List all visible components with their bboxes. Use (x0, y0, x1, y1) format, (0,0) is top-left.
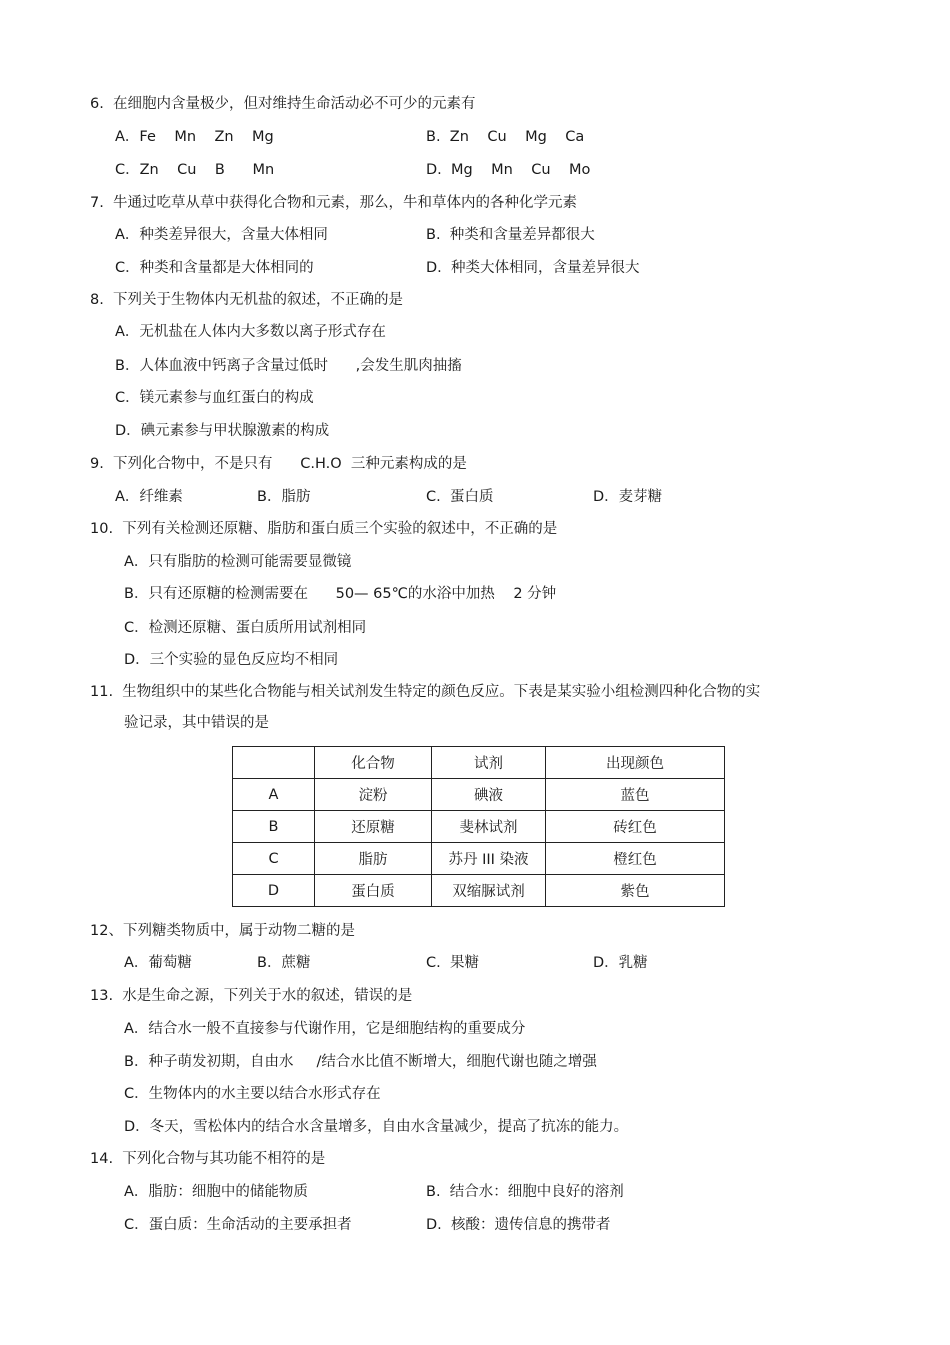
q8-stem: 8. 下列关于生物体内无机盐的叙述，不正确的是 (90, 292, 404, 308)
q7-option-c: C．种类和含量都是大体相同的 (115, 260, 314, 276)
table-cell: 还原糖 (315, 811, 432, 843)
q13-option-c: C．生物体内的水主要以结合水形式存在 (124, 1086, 381, 1102)
q8-option-a: A．无机盐在人体内大多数以离子形式存在 (115, 324, 386, 340)
q9-option-c: C. 蛋白质 (426, 489, 494, 505)
q13-option-d: D．冬天，雪松体内的结合水含量增多，自由水含量减少，提高了抗冻的能力。 (124, 1119, 629, 1135)
q12-option-a: A．葡萄糖 (124, 955, 192, 971)
q9-option-b: B．脂肪 (257, 489, 311, 505)
q6-option-d: D. Mg Mn Cu Mo (426, 162, 591, 178)
table-row (233, 843, 725, 875)
table-cell: A (233, 779, 315, 811)
table-cell: 蛋白质 (315, 875, 432, 907)
q6-option-a: A．Fe Mn Zn Mg (115, 129, 274, 145)
table-cell: 淀粉 (315, 779, 432, 811)
q14-option-c: C．蛋白质：生命活动的主要承担者 (124, 1217, 352, 1233)
table-cell: 斐林试剂 (432, 811, 546, 843)
q14-option-d: D. 核酸：遗传信息的携带者 (426, 1217, 611, 1233)
q14-option-b: B. 结合水：细胞中良好的溶剂 (426, 1184, 624, 1200)
table-header-cell: 化合物 (315, 747, 432, 779)
table-cell: B (233, 811, 315, 843)
q10-option-b: B．只有还原糖的检测需要在 50— 65℃的水浴中加热 2 分钟 (124, 586, 557, 602)
q7-option-d: D. 种类大体相同，含量差异很大 (426, 260, 640, 276)
q11-stem-continued: 验记录，其中错误的是 (124, 715, 269, 731)
q7-stem: 7. 牛通过吃草从草中获得化合物和元素，那么，牛和草体内的各种化学元素 (90, 195, 578, 211)
q11-stem: 11. 生物组织中的某些化合物能与相关试剂发生特定的颜色反应。下表是某实验小组检测四种化合物的实 (90, 684, 761, 700)
q8-option-d: D．碘元素参与甲状腺激素的构成 (115, 423, 330, 439)
table-row (233, 875, 725, 907)
table-cell: D (233, 875, 315, 907)
q12-option-c: C. 果糖 (426, 955, 479, 971)
q6-option-c: C．Zn Cu B Mn (115, 162, 275, 178)
table-header-cell: 出现颜色 (546, 747, 725, 779)
q8-option-c: C．镁元素参与血红蛋白的构成 (115, 390, 314, 406)
table-row (233, 779, 725, 811)
table-header-cell (233, 747, 315, 779)
q13-stem: 13. 水是生命之源，下列关于水的叙述，错误的是 (90, 988, 413, 1004)
table-cell: 脂肪 (315, 843, 432, 875)
q12-option-d: D．乳糖 (593, 955, 648, 971)
q10-option-c: C．检测还原糖、蛋白质所用试剂相同 (124, 620, 367, 636)
q14-option-a: A．脂肪：细胞中的储能物质 (124, 1184, 308, 1200)
table-header-cell: 试剂 (432, 747, 546, 779)
q14-stem: 14. 下列化合物与其功能不相符的是 (90, 1151, 326, 1167)
q6-stem: 6. 在细胞内含量极少，但对维持生命活动必不可少的元素有 (90, 96, 476, 112)
table-cell: C (233, 843, 315, 875)
q9-option-a: A．纤维素 (115, 489, 183, 505)
table-cell: 碘液 (432, 779, 546, 811)
q10-stem: 10. 下列有关检测还原糖、脂肪和蛋白质三个实验的叙述中，不正确的是 (90, 521, 558, 537)
q9-option-d: D．麦芽糖 (593, 489, 663, 505)
q12-stem: 12、下列糖类物质中，属于动物二糖的是 (90, 923, 355, 939)
q6-option-b: B. Zn Cu Mg Ca (426, 129, 585, 145)
table-cell: 砖红色 (546, 811, 725, 843)
q10-option-a: A．只有脂肪的检测可能需要显微镜 (124, 554, 352, 570)
q7-option-a: A．种类差异很大，含量大体相同 (115, 227, 328, 243)
q7-option-b: B. 种类和含量差异都很大 (426, 227, 595, 243)
table-cell: 苏丹 III 染液 (432, 843, 546, 875)
table-row (233, 811, 725, 843)
table-cell: 紫色 (546, 875, 725, 907)
q9-stem: 9. 下列化合物中，不是只有 C.H.O 三种元素构成的是 (90, 456, 467, 472)
q8-option-b: B．人体血液中钙离子含量过低时 ,会发生肌肉抽搐 (115, 358, 462, 374)
table-cell: 橙红色 (546, 843, 725, 875)
table-cell: 双缩脲试剂 (432, 875, 546, 907)
experiment-record-table (232, 746, 725, 907)
table-header-row (233, 747, 725, 779)
q13-option-a: A．结合水一般不直接参与代谢作用，它是细胞结构的重要成分 (124, 1021, 526, 1037)
q12-option-b: B．蔗糖 (257, 955, 311, 971)
table-cell: 蓝色 (546, 779, 725, 811)
q13-option-b: B．种子萌发初期，自由水 /结合水比值不断增大，细胞代谢也随之增强 (124, 1054, 597, 1070)
q10-option-d: D．三个实验的显色反应均不相同 (124, 652, 339, 668)
